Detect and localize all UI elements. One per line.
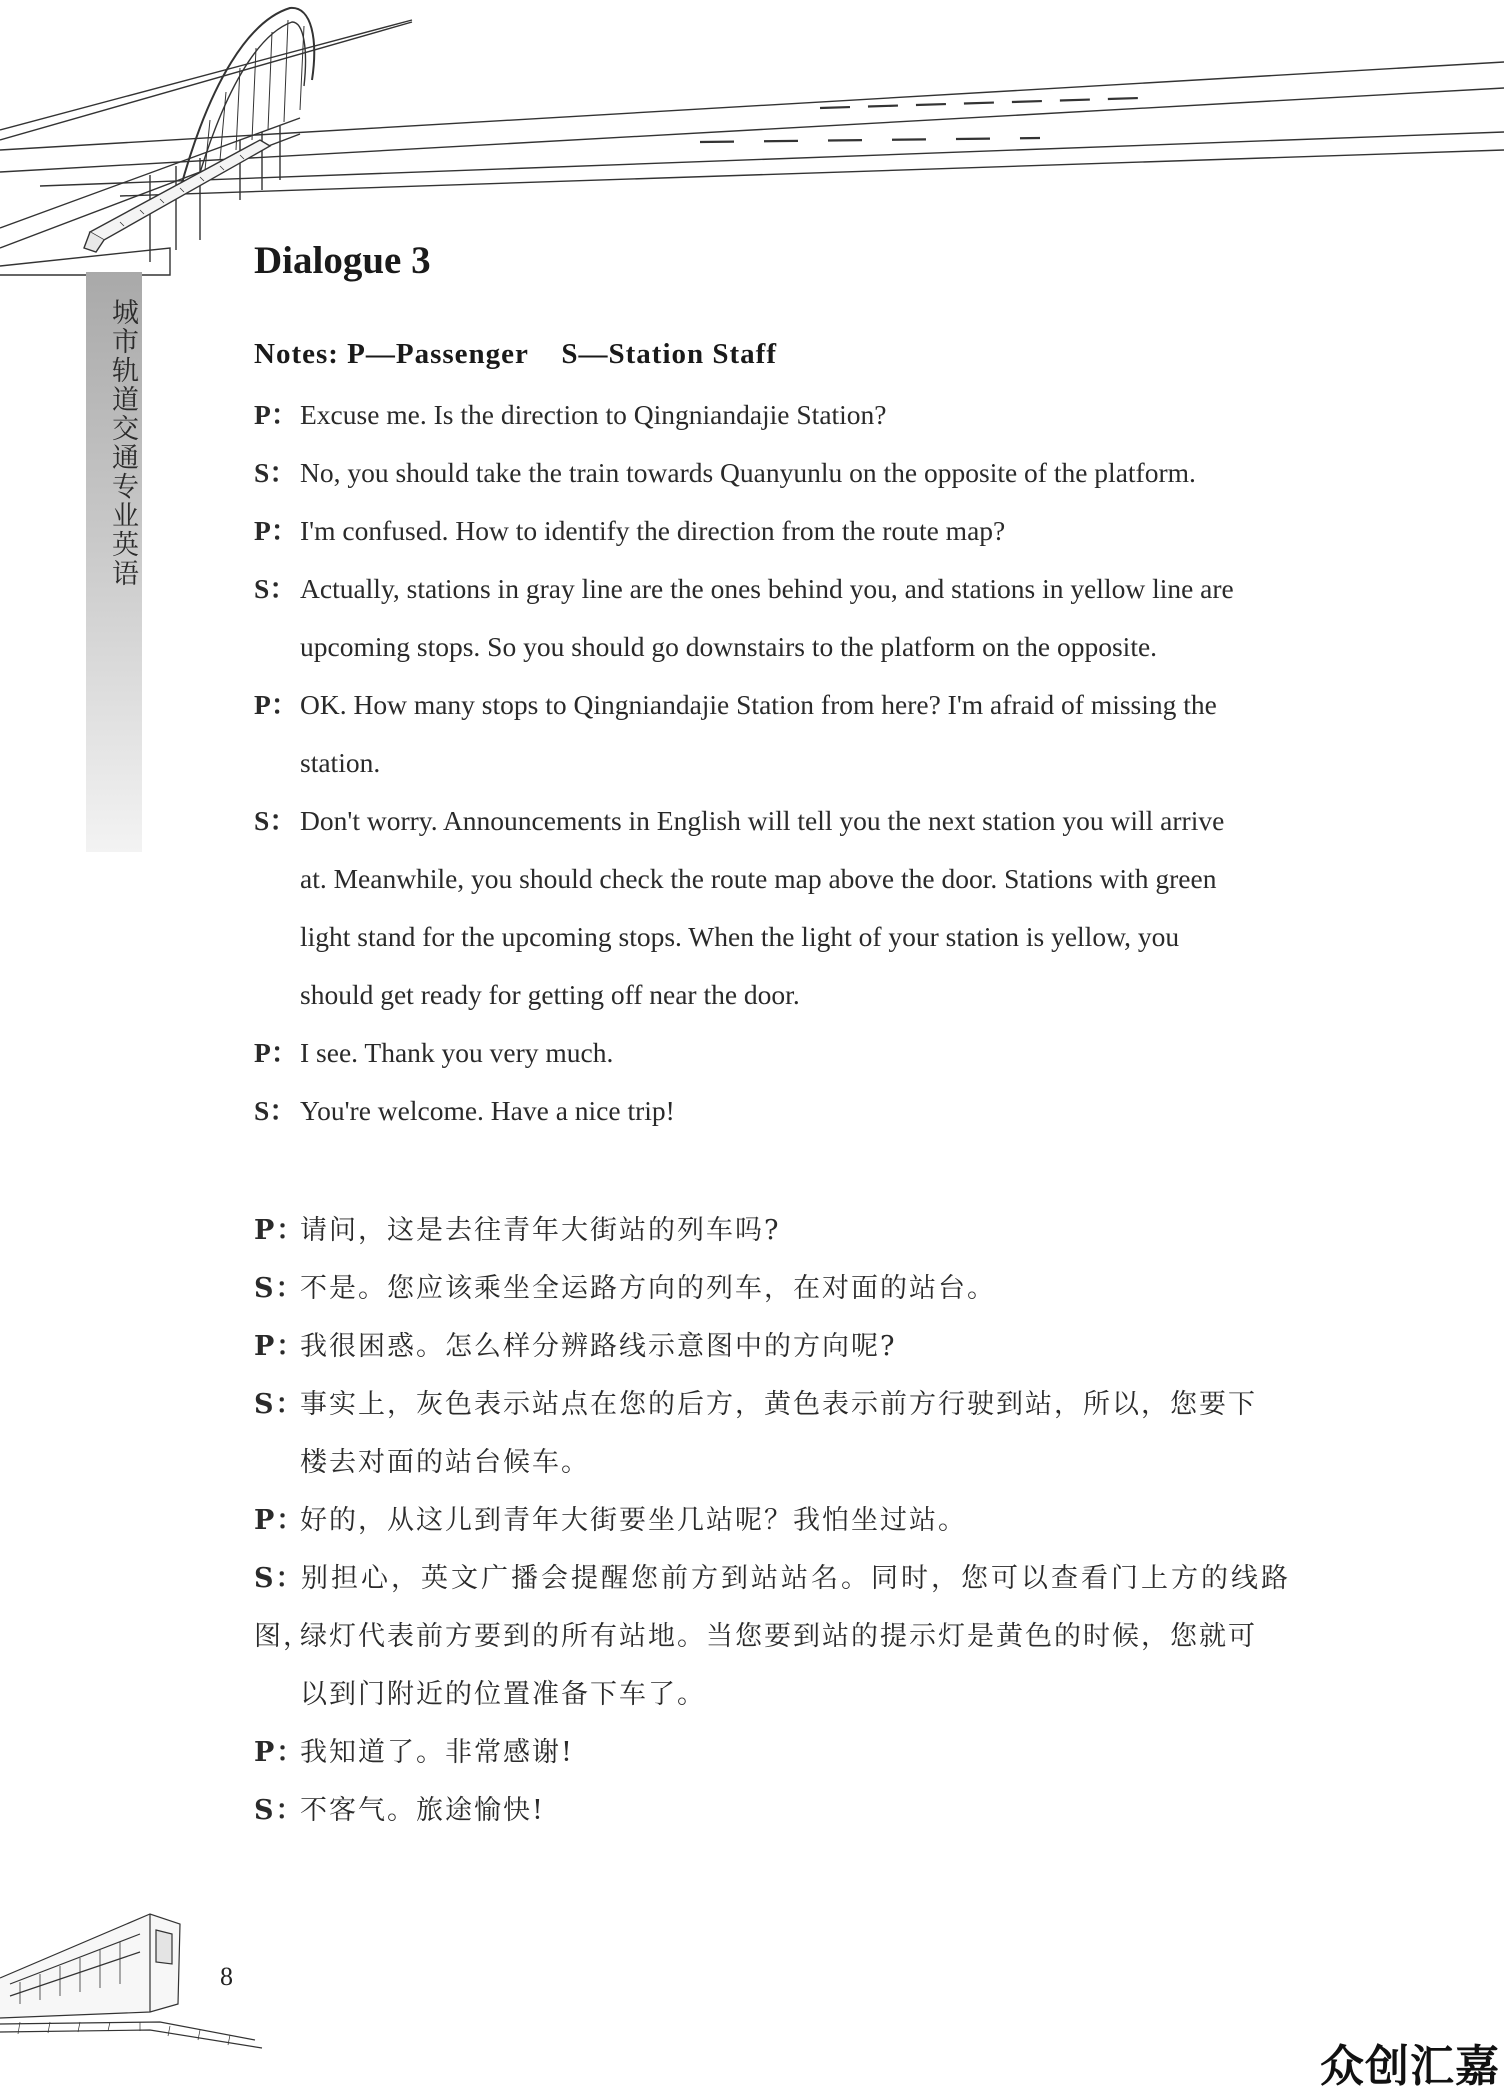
dialogue-text: 不客气。旅途愉快! <box>300 1795 545 1826</box>
dialogue-line-zh <box>254 1724 1290 1782</box>
dialogue-text: I see. Thank you very much. <box>300 1037 614 1068</box>
speaker-label: S： <box>254 1273 305 1304</box>
speaker-label: P： <box>254 689 299 720</box>
side-book-title: 城市轨道交通专业英语 <box>107 298 138 588</box>
dialogue-text: Don't worry. Announcements in English will tell you the next station you will arrive <box>300 805 1225 836</box>
speaker-label: P： <box>254 399 299 430</box>
speaker-label: S： <box>254 457 297 488</box>
dialogue-line <box>254 1082 1290 1140</box>
speaker-label: S： <box>254 1563 305 1594</box>
dialogue-line <box>254 560 1290 618</box>
dialogue-continuation-zh: 绿灯代表前方要到的所有站地。当您要到站的提示灯是黄色的时候，您就可 <box>300 1621 1257 1652</box>
dialogue-heading: Dialogue 3 <box>254 239 431 282</box>
dialogue-continuation: upcoming stops. So you should go downstairs to the platform on the opposite. <box>300 631 1158 662</box>
dialogue-text: 别担心，英文广播会提醒您前方到站站名。同时，您可以查看门上方的线路图， <box>254 1563 1290 1652</box>
speaker-label: S： <box>254 1095 297 1126</box>
dialogue-text: 我知道了。非常感谢! <box>300 1737 574 1768</box>
speaker-label: S： <box>254 805 297 836</box>
speaker-label: P： <box>254 1037 299 1068</box>
dialogue-line-zh <box>254 1260 1290 1318</box>
dialogue-continuation-zh: 以到门附近的位置准备下车了。 <box>300 1679 706 1710</box>
dialogue-continuation: should get ready for getting off near the door. <box>300 979 800 1010</box>
dialogue-text: OK. How many stops to Qingniandajie Station from here? I'm afraid of missing the <box>300 689 1217 720</box>
dialogue-text: Excuse me. Is the direction to Qingniandajie Station? <box>300 399 887 430</box>
dialogue-continuation: light stand for the upcoming stops. When the light of your station is yellow, you <box>300 921 1180 952</box>
speaker-label: P： <box>254 1505 306 1536</box>
dialogue-text: You're welcome. Have a nice trip! <box>300 1095 675 1126</box>
dialogue-continuation-zh: 楼去对面的站台候车。 <box>300 1447 590 1478</box>
dialogue-continuation: station. <box>300 747 381 778</box>
dialogue-line-zh <box>254 1202 1290 1260</box>
dialogue-line-zh <box>254 1376 1290 1434</box>
dialogue-line <box>254 386 1290 444</box>
speaker-label: P： <box>254 1737 306 1768</box>
dialogue-line-zh <box>254 1492 1290 1550</box>
speaker-label: P： <box>254 1331 306 1362</box>
watermark-logo: 众创汇嘉 <box>1320 2041 1500 2092</box>
dialogue-text: Actually, stations in gray line are the ones behind you, and stations in yellow line are <box>300 573 1234 604</box>
dialogue-text: 事实上，灰色表示站点在您的后方，黄色表示前方行驶到站，所以，您要下 <box>300 1389 1257 1420</box>
dialogue-text: 我很困惑。怎么样分辨路线示意图中的方向呢? <box>300 1331 897 1362</box>
dialogue-notes: Notes: P—Passenger S—Station Staff <box>254 338 777 370</box>
dialogue-line <box>254 1024 1290 1082</box>
speaker-label: P： <box>254 515 299 546</box>
dialogue-line-zh <box>254 1782 1290 1840</box>
dialogue-line-zh <box>254 1318 1290 1376</box>
speaker-label: S： <box>254 1389 305 1420</box>
dialogue-line <box>254 676 1290 734</box>
speaker-label: P： <box>254 1215 306 1246</box>
dialogue-text: I'm confused. How to identify the direction from the route map? <box>300 515 1006 546</box>
dialogue-line <box>254 502 1290 560</box>
dialogue-text: 不是。您应该乘坐全运路方向的列车，在对面的站台。 <box>300 1273 996 1304</box>
dialogue-continuation: at. Meanwhile, you should check the route map above the door. Stations with green <box>300 863 1217 894</box>
dialogue-line <box>254 444 1290 502</box>
dialogue-text: No, you should take the train towards Quanyunlu on the opposite of the platform. <box>300 457 1196 488</box>
speaker-label: S： <box>254 1795 305 1826</box>
dialogue-line <box>254 792 1290 850</box>
dialogue-text: 好的，从这儿到青年大街要坐几站呢？我怕坐过站。 <box>300 1505 967 1536</box>
speaker-label: S： <box>254 573 297 604</box>
header-bridge-illustration <box>0 0 1504 290</box>
page-number: 8 <box>220 1962 233 1991</box>
dialogue-text: 请问，这是去往青年大街站的列车吗? <box>300 1215 781 1246</box>
